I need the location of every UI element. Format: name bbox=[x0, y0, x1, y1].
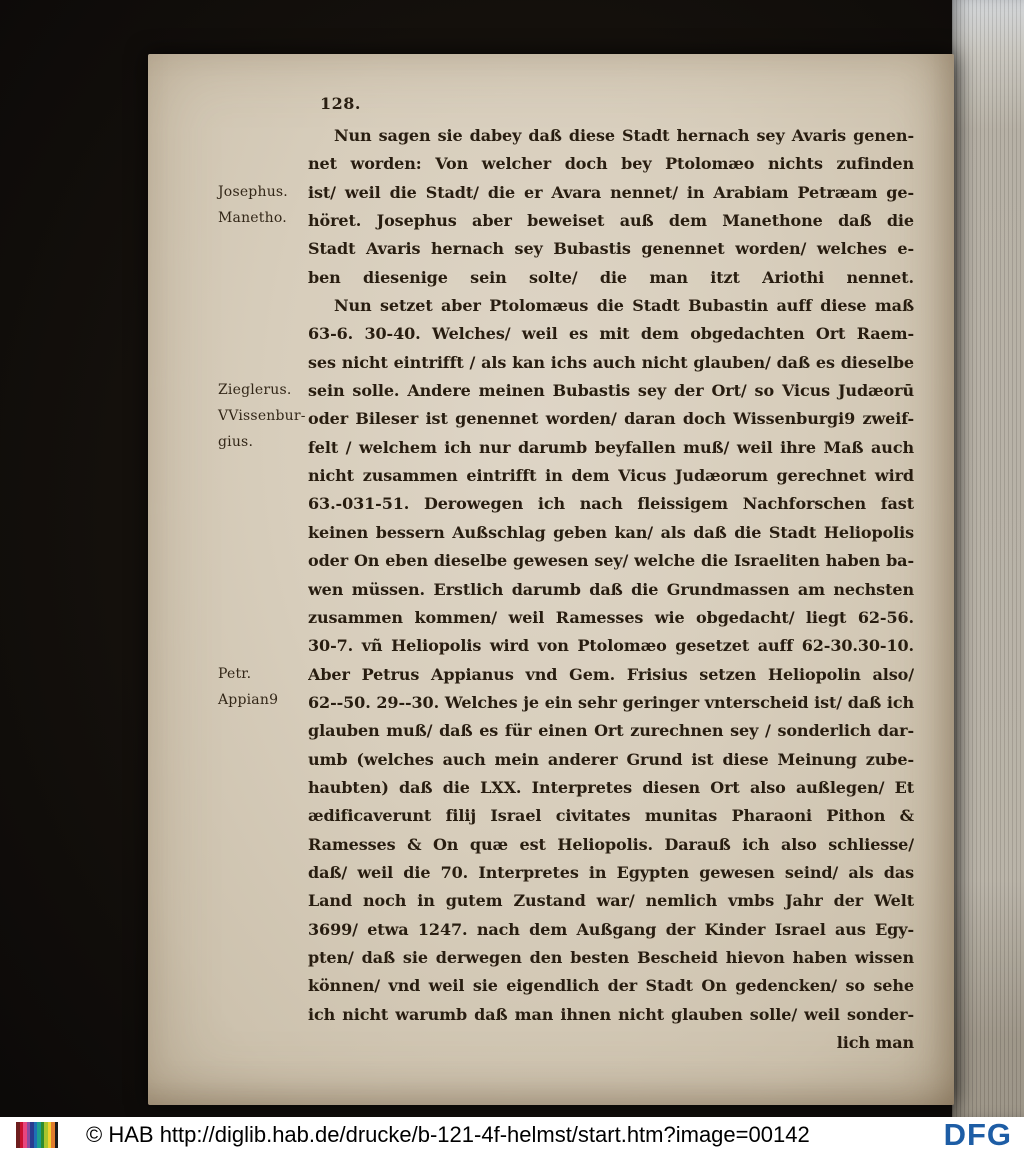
text-line: ist/ weil die Stadt/ die er Avara nennet/ in Arabiam Petræam ge- bbox=[308, 182, 914, 202]
page-number: 128. bbox=[320, 94, 361, 113]
text-line: 63.-031-51. Derowegen ich nach fleissigem Nachforschen fast bbox=[308, 494, 914, 514]
text-line: Ramesses & On quæ est Heliopolis. Darauß ich also schliesse/ bbox=[308, 834, 914, 854]
text-line: Land noch in gutem Zustand war/ nemlich vmbs Jahr der Welt bbox=[308, 891, 914, 911]
scanned-page bbox=[148, 54, 954, 1105]
text-line: daß/ weil die 70. Interpretes in Egypten gewesen seind/ als das bbox=[308, 862, 914, 882]
text-line: ich nicht warumb daß man ihnen nicht glauben solle/ weil sonder- bbox=[308, 1004, 914, 1024]
book-page-edges bbox=[952, 0, 1024, 1117]
copyright-label: © HAB bbox=[86, 1122, 154, 1147]
text-line: keinen bessern Außschlag geben kan/ als daß die Stadt Heliopolis bbox=[308, 522, 914, 542]
text-line: net worden: Von welcher doch bey Ptolomæo nichts zufinden bbox=[308, 154, 914, 174]
text-line: 62--50. 29--30. Welches je ein sehr geringer vnterscheid ist/ daß ich bbox=[308, 692, 914, 712]
text-line: oder Bileser ist genennet worden/ daran doch Wissenburgi9 zweif- bbox=[308, 409, 914, 429]
dfg-logo: DFG bbox=[943, 1117, 1012, 1152]
text-line: pten/ daß sie derwegen den besten Bescheid hievon haben wissen bbox=[308, 947, 914, 967]
marginal-note-line: VVissenbur- bbox=[218, 408, 306, 425]
text-line: wen müssen. Erstlich darumb daß die Grundmassen am nechsten bbox=[308, 579, 914, 599]
footer-bar bbox=[0, 1117, 1024, 1153]
text-line: zusammen kommen/ weil Ramesses wie obgedacht/ liegt 62-56. bbox=[308, 607, 914, 627]
text-line: haubten) daß die LXX. Interpretes diesen Ort also außlegen/ Et bbox=[308, 777, 914, 797]
marginal-note bbox=[218, 179, 308, 231]
catchword: lich man bbox=[836, 1033, 914, 1052]
text-line: 3699/ etwa 1247. nach dem Außgang der Kinder Israel aus Egy- bbox=[308, 919, 914, 939]
text-line: können/ vnd weil sie eigendlich der Stadt On gedencken/ so sehe bbox=[308, 976, 914, 996]
marginal-note bbox=[218, 377, 308, 455]
text-line: felt / welchem ich nur darumb beyfallen muß/ weil ihre Maß auch bbox=[308, 437, 914, 457]
marginal-note-line: Josephus. bbox=[218, 183, 288, 200]
text-line: nicht zusammen eintrifft in dem Vicus Judæorum gerechnet wird bbox=[308, 466, 914, 486]
text-line: ben diesenige sein solte/ die man itzt Ariothi nennet. bbox=[308, 267, 914, 287]
text-line: sein solle. Andere meinen Bubastis sey der Ort/ so Vicus Judæorū bbox=[308, 381, 914, 401]
text-line: höret. Josephus aber beweiset auß dem Manethone daß die bbox=[308, 211, 914, 231]
text-line: Nun sagen sie dabey daß diese Stadt hernach sey Avaris genen- bbox=[334, 126, 914, 145]
color-stripe bbox=[55, 1122, 59, 1148]
text-line: Nun setzet aber Ptolomæus die Stadt Bubastin auff diese maß bbox=[334, 296, 914, 316]
main-text-block bbox=[308, 122, 914, 1057]
marginal-note-line: Manetho. bbox=[218, 209, 287, 226]
text-line: ses nicht eintrifft / als kan ichs auch nicht glauben/ daß es dieselbe bbox=[308, 352, 914, 372]
text-line: umb (welches auch mein anderer Grund ist diese Meinung zube- bbox=[308, 749, 914, 769]
marginal-note bbox=[218, 661, 308, 713]
marginal-note-line: gius. bbox=[218, 434, 254, 451]
source-url[interactable]: http://diglib.hab.de/drucke/b-121-4f-helmst/start.htm?image=00142 bbox=[159, 1122, 810, 1147]
text-line: ædificaverunt filij Israel civitates munitas Pharaoni Pithon & bbox=[308, 806, 914, 826]
text-line: 63-6. 30-40. Welches/ weil es mit dem obgedachten Ort Raem- bbox=[308, 324, 914, 344]
text-line: oder On eben dieselbe gewesen sey/ welche die Israeliten haben ba- bbox=[308, 551, 914, 571]
text-line: Aber Petrus Appianus vnd Gem. Frisius setzen Heliopolin also/ bbox=[308, 664, 914, 684]
text-line: 30-7. vñ Heliopolis wird von Ptolomæo gesetzet auff 62-30.30-10. bbox=[308, 636, 914, 656]
color-calibration-strip-icon bbox=[16, 1122, 58, 1148]
footer-source-line bbox=[86, 1122, 810, 1148]
text-line: glauben muß/ daß es für einen Ort zurechnen sey / sonderlich dar- bbox=[308, 721, 914, 741]
marginal-note-line: Petr. Appian9 bbox=[218, 665, 279, 708]
marginal-note-line: Zieglerus. bbox=[218, 382, 292, 399]
text-line: Stadt Avaris hernach sey Bubastis genennet worden/ welches e- bbox=[308, 239, 914, 259]
